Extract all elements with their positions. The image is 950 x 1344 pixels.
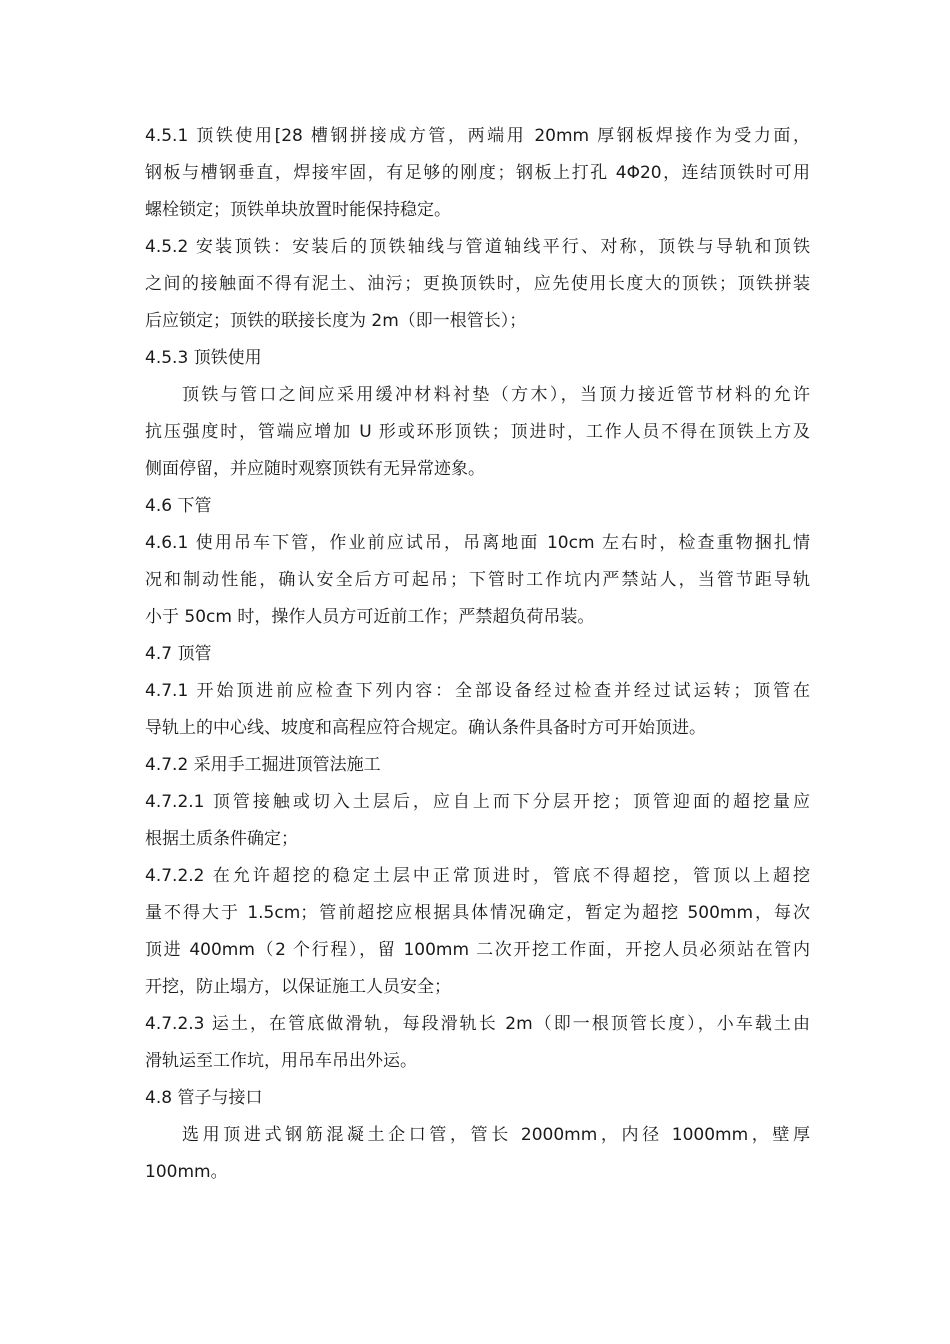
- paragraph-p-48: [145, 1080, 810, 1117]
- text-line: 4.6.1 使用吊车下管，作业前应试吊，吊离地面 10cm 左右时，检查重物捆扎情: [145, 533, 810, 553]
- paragraph-p-471: [145, 673, 810, 747]
- text-line: 抗压强度时，管端应增加 U 形或环形顶铁；顶进时，工作人员不得在顶铁上方及: [145, 422, 810, 442]
- text-line: 顶进 400mm（2 个行程），留 100mm 二次开挖工作面，开挖人员必须站在管内: [145, 940, 810, 960]
- text-line: 4.5.3 顶铁使用: [145, 348, 262, 368]
- paragraph-p-4723: [145, 1006, 810, 1080]
- text-line: 4.8 管子与接口: [145, 1088, 263, 1108]
- text-line: 4.5.1 顶铁使用[28 槽钢拼接成方管，两端用 20mm 厚钢板焊接作为受力面，: [145, 126, 810, 146]
- paragraph-p-46: [145, 488, 810, 525]
- paragraph-p-453-heading: [145, 340, 810, 377]
- paragraph-p-461: [145, 525, 810, 636]
- text-line: 4.7.1 开始顶进前应检查下列内容：全部设备经过检查并经过试运转；顶管在: [145, 681, 810, 701]
- text-line: 钢板与槽钢垂直，焊接牢固，有足够的刚度；钢板上打孔 4Φ20，连结顶铁时可用: [145, 163, 810, 183]
- text-line: 量不得大于 1.5cm；管前超挖应根据具体情况确定，暂定为超挖 500mm，每次: [145, 903, 810, 923]
- paragraph-p-4721: [145, 784, 810, 858]
- text-line: 4.5.2 安装顶铁：安装后的顶铁轴线与管道轴线平行、对称，顶铁与导轨和顶铁: [145, 237, 810, 257]
- paragraph-p-472: [145, 747, 810, 784]
- paragraph-p-47: [145, 636, 810, 673]
- text-line: 侧面停留，并应随时观察顶铁有无异常迹象。: [145, 459, 485, 479]
- text-line: 况和制动性能，确认安全后方可起吊；下管时工作坑内严禁站人，当管节距导轨: [145, 570, 810, 590]
- paragraph-p-48-body: [145, 1117, 810, 1191]
- text-line: 4.7.2 采用手工掘进顶管法施工: [145, 755, 381, 775]
- paragraph-p-453-body: [145, 377, 810, 488]
- text-line: 4.7.2.1 顶管接触或切入土层后，应自上而下分层开挖；顶管迎面的超挖量应: [145, 792, 810, 812]
- text-line: 后应锁定；顶铁的联接长度为 2m（即一根管长）；: [145, 311, 527, 331]
- text-line: 顶铁与管口之间应采用缓冲材料衬垫（方木），当顶力接近管节材料的允许: [182, 385, 810, 405]
- paragraph-p-452: [145, 229, 810, 340]
- text-line: 滑轨运至工作坑，用吊车吊出外运。: [145, 1051, 417, 1071]
- text-line: 4.6 下管: [145, 496, 212, 516]
- text-line: 根据土质条件确定；: [145, 829, 298, 849]
- text-line: 开挖，防止塌方，以保证施工人员安全；: [145, 977, 451, 997]
- text-line: 导轨上的中心线、坡度和高程应符合规定。确认条件具备时方可开始顶进。: [145, 718, 706, 738]
- document-page: [145, 118, 810, 1191]
- text-line: 选用顶进式钢筋混凝土企口管，管长 2000mm，内径 1000mm，壁厚: [182, 1125, 810, 1145]
- text-line: 4.7 顶管: [145, 644, 212, 664]
- text-line: 小于 50cm 时，操作人员方可近前工作；严禁超负荷吊装。: [145, 607, 595, 627]
- paragraph-p-451: [145, 118, 810, 229]
- text-line: 之间的接触面不得有泥土、油污；更换顶铁时，应先使用长度大的顶铁；顶铁拼装: [145, 274, 810, 294]
- paragraph-p-4722: [145, 858, 810, 1006]
- text-line: 螺栓锁定；顶铁单块放置时能保持稳定。: [145, 200, 451, 220]
- text-line: 100mm。: [145, 1162, 228, 1182]
- text-line: 4.7.2.3 运土，在管底做滑轨，每段滑轨长 2m（即一根顶管长度），小车载土由: [145, 1014, 810, 1034]
- text-line: 4.7.2.2 在允许超挖的稳定土层中正常顶进时，管底不得超挖，管顶以上超挖: [145, 866, 810, 886]
